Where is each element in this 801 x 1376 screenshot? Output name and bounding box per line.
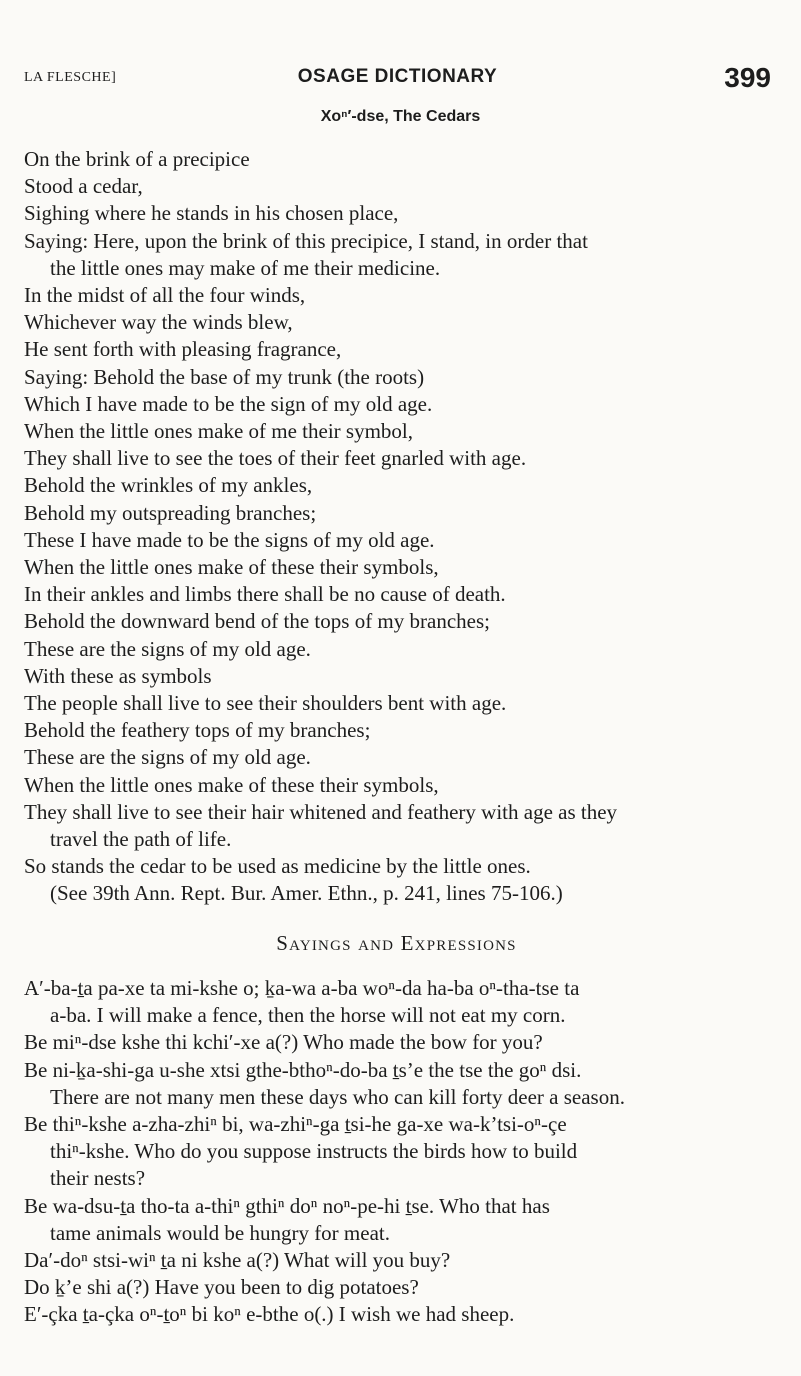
saying-line: Be miⁿ-dse kshe thi kchi′-xe a(?) Who made the bow for you? — [24, 1030, 543, 1055]
song-line: Behold the wrinkles of my ankles, — [24, 473, 313, 498]
sayings-text — [24, 975, 769, 1329]
song-line: When the little ones make of these their symbols, — [24, 555, 439, 580]
song-line: They shall live to see their hair whitened and feathery with age as they — [24, 799, 618, 824]
song-line: When the little ones make of me their symbol, — [24, 419, 413, 444]
song-line: Stood a cedar, — [24, 174, 143, 199]
saying-line: A′-ba-ṯa pa-xe ta mi-kshe o; ḵa-wa a-ba woⁿ-da ha-ba oⁿ-tha-tse ta — [24, 975, 580, 1000]
section-heading: Sayings and Expressions — [276, 930, 517, 955]
song-line: Behold the feathery tops of my branches; — [24, 718, 371, 743]
saying-line: a-ba. I will make a fence, then the horse will not eat my corn. — [50, 1003, 566, 1028]
page-number: 399 — [724, 62, 771, 93]
song-line: They shall live to see the toes of their feet gnarled with age. — [24, 446, 527, 471]
song-line: These are the signs of my old age. — [24, 745, 311, 770]
saying-line: their nests? — [50, 1166, 146, 1191]
running-head — [24, 62, 771, 98]
song-line: With these as symbols — [24, 663, 212, 688]
saying-line: Do ḵ’e shi a(?) Have you been to dig potatoes? — [24, 1275, 419, 1300]
song-line: In their ankles and limbs there shall be no cause of death. — [24, 582, 506, 607]
saying-line: Be ni-ḵa-shi-ga u-she xtsi gthe-bthoⁿ-do-ba ṯs’e the tse the goⁿ dsi. — [24, 1057, 582, 1082]
song-line: Saying: Here, upon the brink of this precipice, I stand, in order that — [24, 228, 588, 253]
song-line: When the little ones make of these their symbols, — [24, 772, 439, 797]
saying-line: There are not many men these days who can kill forty deer a season. — [50, 1084, 625, 1109]
song-line: He sent forth with pleasing fragrance, — [24, 337, 342, 362]
saying-line: E′-çka ṯa-çka oⁿ-ṯoⁿ bi koⁿ e-bthe o(.) I wish we had sheep. — [24, 1302, 515, 1327]
song-line: In the midst of all the four winds, — [24, 283, 306, 308]
saying-line: Be wa-dsu-ṯa tho-ta a-thiⁿ gthiⁿ doⁿ noⁿ-pe-hi ṯse. Who that has — [24, 1193, 550, 1218]
song-line: Behold the downward bend of the tops of my branches; — [24, 609, 490, 634]
song-line: travel the path of life. — [50, 827, 232, 852]
song-line: Behold my outspreading branches; — [24, 500, 317, 525]
song-line: These are the signs of my old age. — [24, 636, 311, 661]
song-line: The people shall live to see their shoulders bent with age. — [24, 691, 507, 716]
song-line: the little ones may make of me their medicine. — [50, 255, 441, 280]
song-title: Xoⁿ′-dse, The Cedars — [320, 108, 481, 125]
page-body — [24, 146, 769, 1329]
saying-line: Da′-doⁿ stsi-wiⁿ ṯa ni kshe a(?) What will you buy? — [24, 1247, 451, 1272]
song-line: Saying: Behold the base of my trunk (the roots) — [24, 364, 425, 389]
saying-line: thiⁿ-kshe. Who do you suppose instructs the birds how to build — [50, 1139, 578, 1164]
song-line: Sighing where he stands in his chosen place, — [24, 201, 399, 226]
song-line: So stands the cedar to be used as medicine by the little ones. — [24, 854, 531, 879]
citation-line: (See 39th Ann. Rept. Bur. Amer. Ethn., p. 241, lines 75-106.) — [50, 881, 563, 906]
song-text — [24, 146, 769, 908]
author-header: LA FLESCHE] — [24, 70, 117, 85]
song-line: These I have made to be the signs of my old age. — [24, 527, 435, 552]
song-line: On the brink of a precipice — [24, 147, 250, 171]
book-title-header: OSAGE DICTIONARY — [297, 66, 498, 87]
song-line: Whichever way the winds blew, — [24, 310, 293, 335]
saying-line: tame animals would be hungry for meat. — [50, 1220, 390, 1245]
saying-line: Be thiⁿ-kshe a-zha-zhiⁿ bi, wa-zhiⁿ-ga ṯsi-he ga-xe wa-k’tsi-oⁿ-çe — [24, 1111, 567, 1136]
song-line: Which I have made to be the sign of my old age. — [24, 391, 433, 416]
